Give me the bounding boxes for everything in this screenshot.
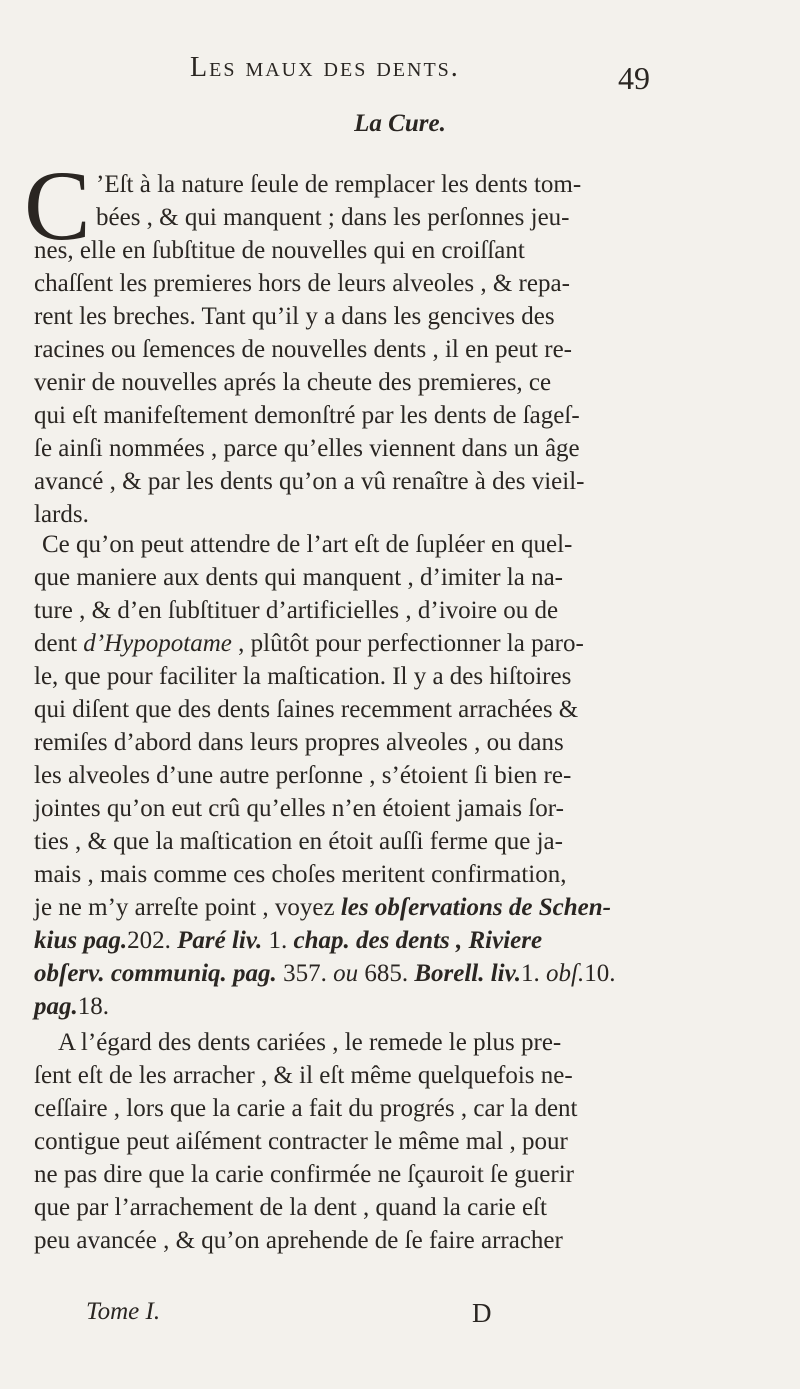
text-line [58, 1028, 561, 1058]
text-run: Ce qu’on peut attendre de l’art eſt de ſupléer en quel- [42, 531, 573, 558]
text-run: ties , & que la maſtication en étoit auſſi ferme que ja- [34, 828, 563, 855]
text-line [34, 926, 542, 956]
signature-mark: Tome I. [86, 1298, 161, 1325]
gathering-letter: D [472, 1298, 492, 1328]
text-run: mais , mais comme ces choſes meritent confirmation, [34, 861, 567, 888]
text-line [34, 761, 571, 791]
drop-cap: C [24, 150, 91, 261]
text-run: remiſes d’abord dans leurs propres alveoles , ou dans [34, 729, 564, 756]
text-line [34, 1193, 547, 1223]
text-line [34, 992, 109, 1022]
text-run: peu avancée , & qu’on aprehende de ſe faire arracher [34, 1227, 563, 1254]
text-run: rent les breches. Tant qu’il y a dans les gencives des [34, 303, 555, 330]
text-run: que maniere aux dents qui manquent , d’imiter la na- [34, 564, 563, 591]
text-run: venir de nouvelles aprés la cheute des premieres, ce [34, 369, 552, 396]
text-run: lards. [34, 501, 89, 528]
text-line [34, 1061, 573, 1091]
text-line [34, 434, 580, 464]
text-line [34, 563, 563, 593]
text-run: nes, elle en ſubſtitue de nouvelles qui en croiſſant [34, 237, 525, 264]
text-line [34, 302, 555, 332]
text-run: les obſervations de Schen- [340, 894, 611, 921]
text-run: avancé , & par les dents qu’on a vû renaître à des vieil- [34, 468, 585, 495]
text-run: jointes qu’on eut crû qu’elles n’en étoient jamais ſor- [34, 795, 564, 822]
text-run: qui eſt manifeſtement demonſtré par les dents de ſageſ- [34, 402, 580, 429]
text-run: 1. [521, 960, 547, 987]
text-run: ne pas dire que la carie confirmée ne ſçauroit ſe guerir [34, 1161, 575, 1188]
text-run: dent [34, 630, 84, 657]
text-run: 685. [358, 960, 415, 987]
text-run: kius pag. [34, 927, 128, 954]
text-run: obſerv. communiq. pag. [34, 960, 277, 987]
text-run: bées , & qui manquent ; dans les perſonnes jeu- [96, 204, 570, 231]
text-line [34, 662, 571, 692]
text-line [34, 335, 572, 365]
text-run: contigue peut aiſément contracter le même mal , pour [34, 1128, 568, 1155]
text-run: qui diſent que des dents ſaines recemment arrachées & [34, 696, 579, 723]
text-line [34, 794, 564, 824]
text-run: les alveoles d’une autre perſonne , s’étoient ſi bien re- [34, 762, 572, 789]
text-line [34, 1127, 568, 1157]
text-line [34, 893, 611, 923]
text-run: chap. des dents , Riviere [293, 927, 543, 954]
page-number: 49 [618, 60, 650, 96]
text-line [34, 728, 564, 758]
text-run: 18. [77, 993, 109, 1020]
text-line [34, 596, 558, 626]
text-line [34, 236, 525, 266]
text-run: ceſſaire , lors que la carie a fait du progrés , car la dent [34, 1095, 578, 1122]
text-line [96, 203, 570, 233]
text-line [34, 500, 89, 530]
text-run: 357. [276, 960, 334, 987]
text-run: chaſſent les premieres hors de leurs alveoles , & repa- [34, 270, 570, 297]
text-run: 10. [584, 960, 616, 987]
text-line [34, 959, 615, 989]
text-run: d’Hypopotame [83, 630, 232, 657]
text-line [42, 530, 572, 560]
text-run: que par l’arrachement de la dent , quand la carie eſt [34, 1194, 547, 1221]
text-run: 202. [127, 927, 178, 954]
text-run: racines ou ſemences de nouvelles dents , il en peut re- [34, 336, 573, 363]
text-line [34, 827, 563, 857]
text-run: ture , & d’en ſubſtituer d’artificielles , d’ivoire ou de [34, 597, 559, 624]
text-line [34, 695, 578, 725]
text-run: pag. [34, 993, 78, 1020]
text-line [34, 1226, 563, 1256]
text-line [34, 467, 584, 497]
text-line [34, 1094, 577, 1124]
text-run: Borell. liv. [414, 960, 522, 987]
text-line [34, 368, 551, 398]
text-run: , plûtôt pour perfectionner la paro- [231, 630, 584, 657]
text-run: ’Eſt à la nature ſeule de remplacer les dents tom- [96, 171, 582, 198]
text-run: ou [333, 960, 359, 987]
text-line [34, 401, 580, 431]
text-line [34, 860, 566, 890]
text-run: le, que pour faciliter la maſtication. Il y a des hiſtoires [34, 663, 572, 690]
text-run: ſent eſt de les arracher , & il eſt même quelquefois ne- [34, 1062, 573, 1089]
text-line [34, 1160, 574, 1190]
text-line [96, 170, 581, 200]
text-run: je ne m’y arreſte point , voyez [34, 894, 341, 921]
text-run: ſe ainſi nommées , parce qu’elles viennent dans un âge [34, 435, 580, 462]
text-run: obſ. [546, 960, 585, 987]
text-line [34, 269, 570, 299]
text-run: A l’égard des dents cariées , le remede le plus pre- [58, 1029, 562, 1056]
section-title: La Cure. [354, 110, 446, 137]
running-head: Les maux des dents. [190, 52, 460, 83]
text-run: Paré liv. [177, 927, 263, 954]
text-run: 1. [262, 927, 294, 954]
text-line [34, 629, 584, 659]
